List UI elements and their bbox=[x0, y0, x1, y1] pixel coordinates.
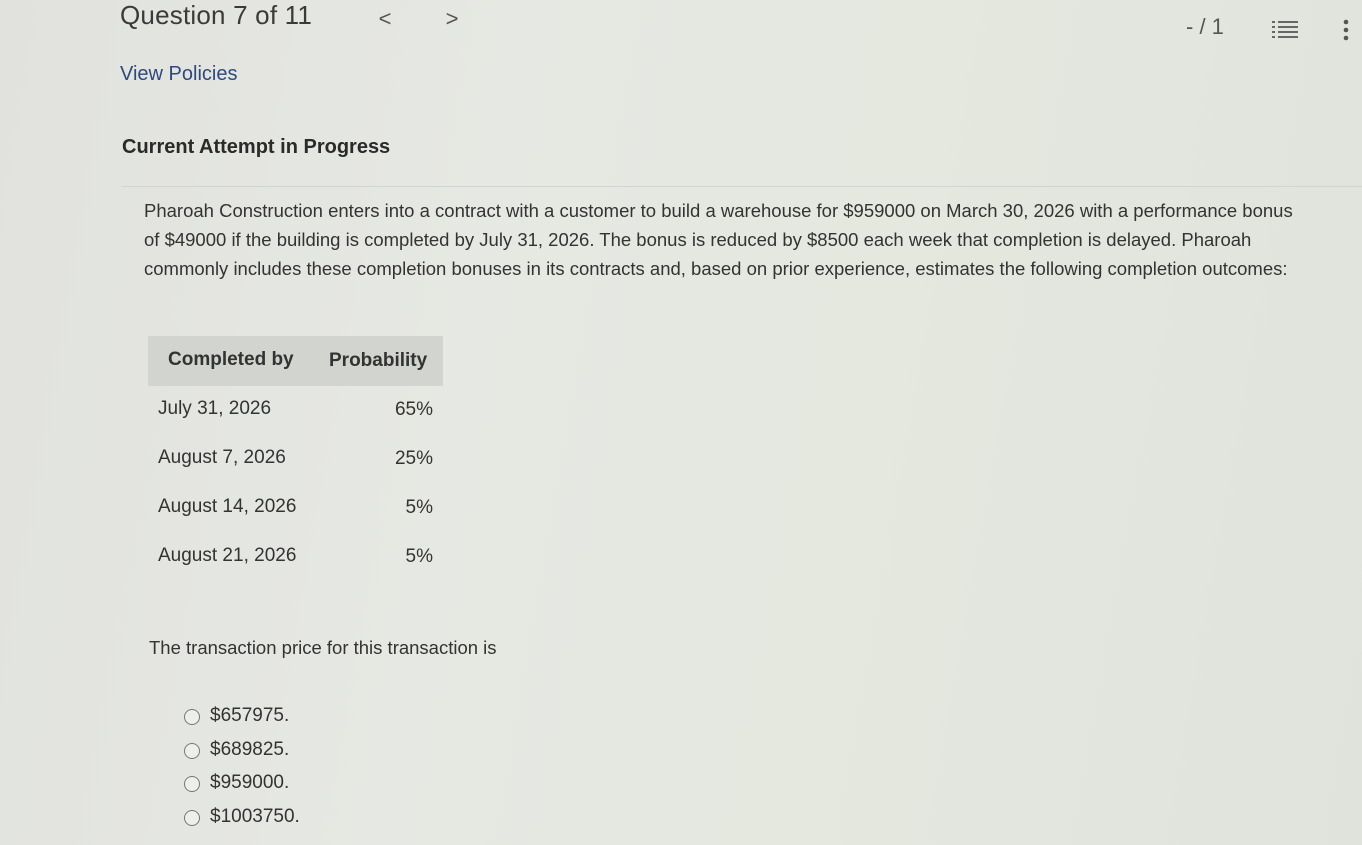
answer-option-label[interactable]: $657975. bbox=[210, 705, 290, 726]
table-row bbox=[148, 386, 443, 435]
next-question-button[interactable]: > bbox=[445, 6, 459, 31]
answer-option-label[interactable]: $689825. bbox=[210, 738, 290, 760]
probability-value: 5% bbox=[405, 497, 433, 518]
question-prompt: The transaction price for this transaction is bbox=[149, 637, 497, 658]
list-icon[interactable] bbox=[1270, 18, 1300, 42]
more-vertical-icon[interactable] bbox=[1336, 16, 1356, 44]
view-policies-link[interactable]: View Policies bbox=[120, 63, 238, 85]
probability-value: 5% bbox=[405, 546, 433, 567]
attempt-status-heading: Current Attempt in Progress bbox=[122, 136, 391, 158]
table-header bbox=[148, 336, 443, 386]
header-probability: Probability bbox=[329, 350, 428, 371]
question-title: Question 7 of 11 bbox=[120, 0, 313, 30]
question-header bbox=[0, 0, 1362, 48]
radio-button[interactable] bbox=[184, 709, 200, 725]
table-row bbox=[148, 533, 443, 582]
probability-value: 65% bbox=[394, 399, 433, 420]
question-text: Pharoah Construction enters into a contract with a customer to build a warehouse for $959000 on March 30, 2026 with a performance bonus of $49000 if the building is completed by July 31, 2026. The bonus is reduced by $8500 each week that completion is delayed. Pharoah commonly includes these completion bonuses in its contracts and, based on prior experience, estimates the following completion outcomes: bbox=[144, 200, 1293, 279]
table-row bbox=[148, 484, 443, 533]
previous-question-button[interactable]: < bbox=[378, 6, 392, 31]
answer-option-label[interactable]: $1003750. bbox=[210, 805, 300, 827]
completion-date: August 7, 2026 bbox=[158, 447, 286, 468]
radio-button[interactable] bbox=[184, 776, 200, 792]
section-divider bbox=[122, 186, 1362, 187]
table-row bbox=[148, 435, 443, 484]
header-completed-by: Completed by bbox=[168, 349, 294, 370]
completion-date: August 14, 2026 bbox=[158, 496, 297, 517]
score-display: - / 1 bbox=[1186, 14, 1224, 39]
completion-outcomes-table bbox=[148, 336, 443, 582]
radio-button[interactable] bbox=[184, 810, 200, 826]
probability-value: 25% bbox=[394, 448, 433, 469]
completion-date: August 21, 2026 bbox=[158, 545, 297, 566]
completion-date: July 31, 2026 bbox=[158, 398, 272, 419]
answer-option-label[interactable]: $959000. bbox=[210, 772, 290, 793]
radio-button[interactable] bbox=[184, 743, 200, 759]
